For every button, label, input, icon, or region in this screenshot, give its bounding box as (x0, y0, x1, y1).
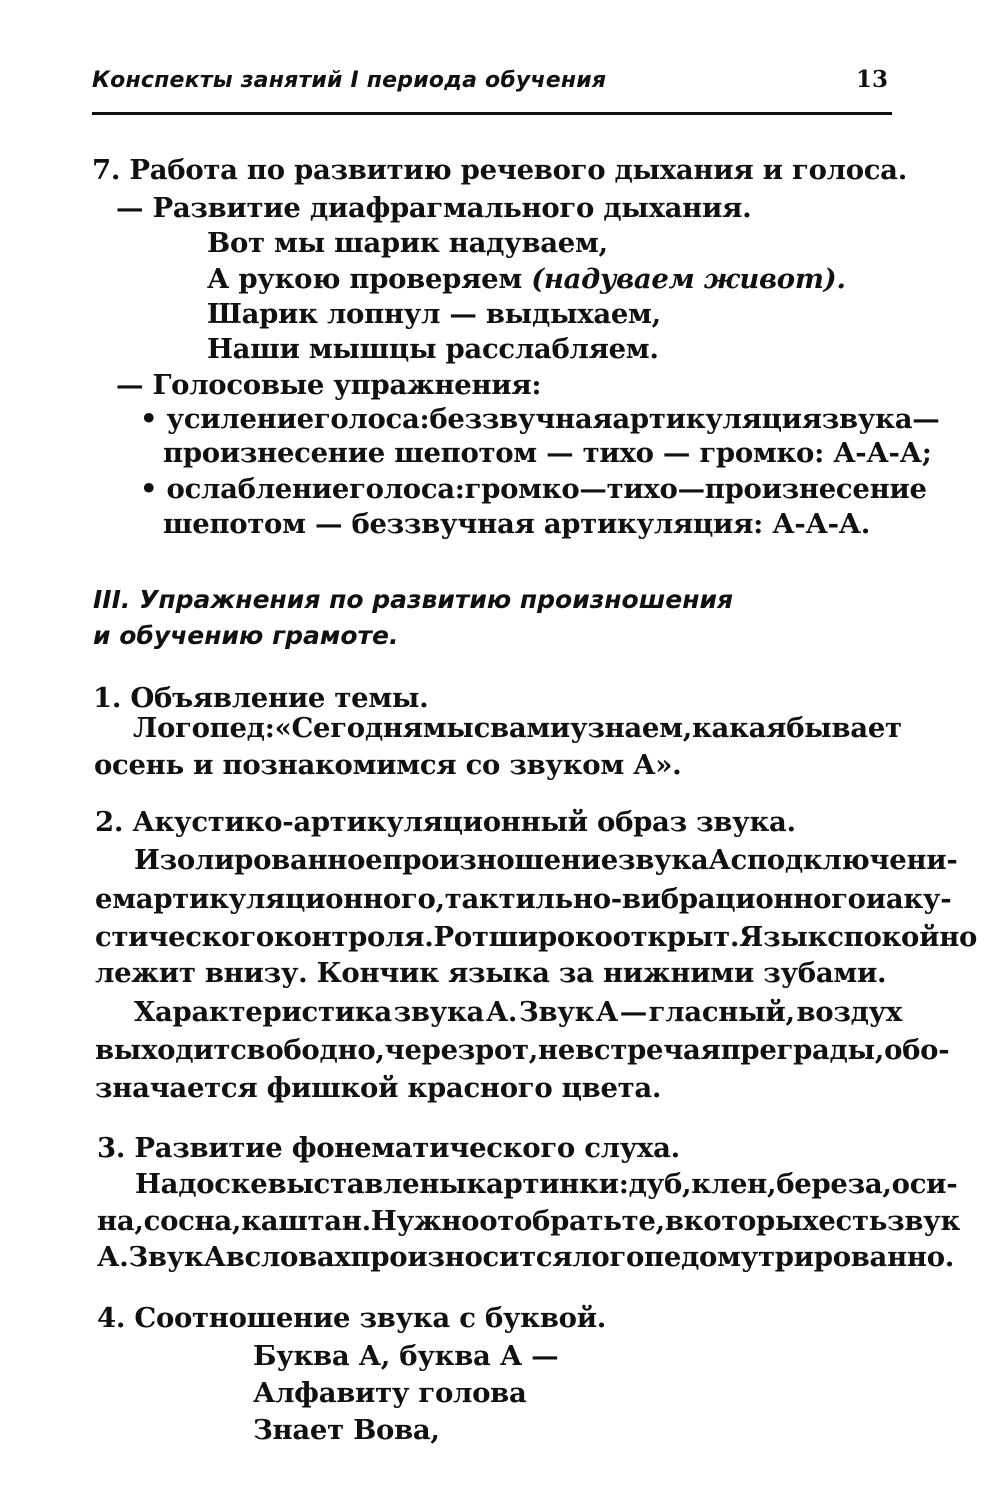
word: • усиление (140, 403, 314, 435)
item7-heading: 7. Работа по развитию речевого дыхания и голоса. (92, 154, 907, 186)
word: береза, (776, 1168, 892, 1200)
poem2-line1: Буква А, буква А — (253, 1340, 559, 1372)
word: которых (683, 1205, 819, 1237)
word: логопедом (572, 1241, 741, 1273)
word: произнесение (704, 473, 927, 505)
item2-p1-line3 (95, 920, 978, 954)
word: произносится (350, 1241, 573, 1273)
word: Язык (739, 921, 828, 953)
poem1-line2-text: А рукою проверяем (207, 263, 532, 295)
word: обо- (884, 1034, 950, 1066)
word: А. (485, 996, 518, 1028)
header-rule (92, 112, 892, 115)
word: А (203, 1241, 226, 1273)
word: — (677, 473, 705, 505)
word: узнаем, (570, 712, 692, 744)
bullet1-line2: произнесение шепотом — тихо — громко: А-А-А; (163, 437, 932, 469)
bullet2-line1 (140, 472, 927, 506)
word: Логопед: (133, 712, 275, 744)
word: звук (887, 1205, 961, 1237)
word: словах (244, 1241, 351, 1273)
word: тактильно-вибрационного (444, 883, 866, 915)
word: — (912, 403, 940, 435)
item1-line1 (133, 711, 901, 745)
word: тихо (606, 473, 678, 505)
word: гласный, (648, 996, 795, 1028)
word: картинки: (466, 1168, 629, 1200)
word: бывает (786, 712, 902, 744)
word: и (865, 883, 886, 915)
poem1-line2 (207, 262, 846, 296)
word: выходит (95, 1034, 231, 1066)
word: артикуляционного, (135, 883, 445, 915)
word: те, (621, 1205, 665, 1237)
word: в (225, 1241, 245, 1273)
word: выставлены (267, 1168, 467, 1200)
word: доске (178, 1168, 268, 1200)
word: в (664, 1205, 684, 1237)
word: спокойно (827, 921, 978, 953)
poem2-line2: Алфавиту голова (253, 1377, 527, 1409)
poem1-line4: Наши мышцы расслабляем. (207, 333, 659, 365)
item3-line3 (97, 1240, 955, 1274)
word: голоса: (349, 473, 465, 505)
word: на, (97, 1205, 144, 1237)
poem2-line3: Знает Вова, (253, 1414, 440, 1446)
word: подключени- (746, 844, 958, 876)
word: звука (821, 403, 913, 435)
word: Нужно (370, 1205, 480, 1237)
word: есть (818, 1205, 888, 1237)
word: На (135, 1168, 179, 1200)
word: артикуляция (612, 403, 822, 435)
word: А (595, 996, 618, 1028)
item1-line2: осень и познакомимся со звуком А». (94, 749, 682, 781)
word: Звук (518, 996, 595, 1028)
item4-heading: 4. Соотношение звука с буквой. (97, 1302, 607, 1334)
item7-subheading-breathing: — Развитие диафрагмального дыхания. (116, 192, 752, 224)
item1-heading: 1. Объявление темы. (93, 682, 429, 714)
word: свободно, (230, 1034, 385, 1066)
word: Рот (433, 921, 489, 953)
running-header-title: Конспекты занятий I периода обучения (92, 68, 607, 93)
word: произношение (382, 844, 618, 876)
word: Звук (128, 1241, 204, 1273)
word: с (730, 844, 747, 876)
word: отобрать (479, 1205, 622, 1237)
item2-p2-line2 (95, 1033, 950, 1067)
word: не (538, 1034, 576, 1066)
item2-p1-line4: лежит внизу. Кончик языка за нижними зубами. (95, 957, 887, 989)
word: • ослабление (140, 473, 350, 505)
word: оси- (891, 1168, 958, 1200)
word: А. (97, 1241, 129, 1273)
word: утрированно. (740, 1241, 955, 1273)
word: «Сегодня (274, 712, 423, 744)
word: голоса: (313, 403, 430, 435)
word: ем (95, 883, 136, 915)
word: клен, (691, 1168, 777, 1200)
word: дуб, (628, 1168, 692, 1200)
word: широко (488, 921, 613, 953)
item2-p2-line3: значается фишкой красного цвета. (95, 1072, 662, 1104)
word: с (473, 712, 491, 744)
item2-p2-line1 (134, 995, 902, 1029)
item3-line1 (135, 1167, 958, 1201)
page-number: 13 (856, 66, 889, 93)
bullet1-line1 (140, 402, 940, 436)
word: встречая (575, 1034, 721, 1066)
word: — (579, 473, 607, 505)
word: через (384, 1034, 476, 1066)
item2-p1-line1 (134, 843, 958, 877)
word: преграды, (720, 1034, 885, 1066)
word: беззвучная (429, 403, 613, 435)
word: сосна, (143, 1205, 242, 1237)
word: вами (490, 712, 571, 744)
word: звука (617, 844, 709, 876)
word: А (708, 844, 731, 876)
word: какая (692, 712, 787, 744)
word: звука (393, 996, 485, 1028)
item7-subheading-voice: — Голосовые упражнения: (116, 369, 542, 401)
word: каштан. (241, 1205, 371, 1237)
word: Изолированное (134, 844, 383, 876)
item2-p1-line2 (95, 882, 952, 916)
poem1-line2-note: (надуваем живот). (531, 263, 846, 295)
word: аку- (885, 883, 952, 915)
poem1-line3: Шарик лопнул — выдыхаем, (207, 298, 661, 330)
item3-line2 (97, 1204, 961, 1238)
section3-title-line1: III. Упражнения по развитию произношения (93, 585, 734, 614)
word: открыт. (612, 921, 740, 953)
word: громко (464, 473, 580, 505)
word: мы (422, 712, 474, 744)
word: Характеристика (134, 996, 392, 1028)
section3-title-line2: и обучению грамоте. (93, 621, 399, 650)
item3-heading: 3. Развитие фонематического слуха. (97, 1132, 680, 1164)
word: контроля. (273, 921, 434, 953)
word: рот, (475, 1034, 539, 1066)
word: — (619, 996, 647, 1028)
poem1-line1: Вот мы шарик надуваем, (207, 227, 608, 259)
item2-heading: 2. Акустико-артикуляционный образ звука. (95, 806, 796, 838)
word: стического (95, 921, 274, 953)
word: воздух (796, 996, 902, 1028)
bullet2-line2: шепотом — беззвучная артикуляция: А-А-А. (163, 508, 871, 540)
